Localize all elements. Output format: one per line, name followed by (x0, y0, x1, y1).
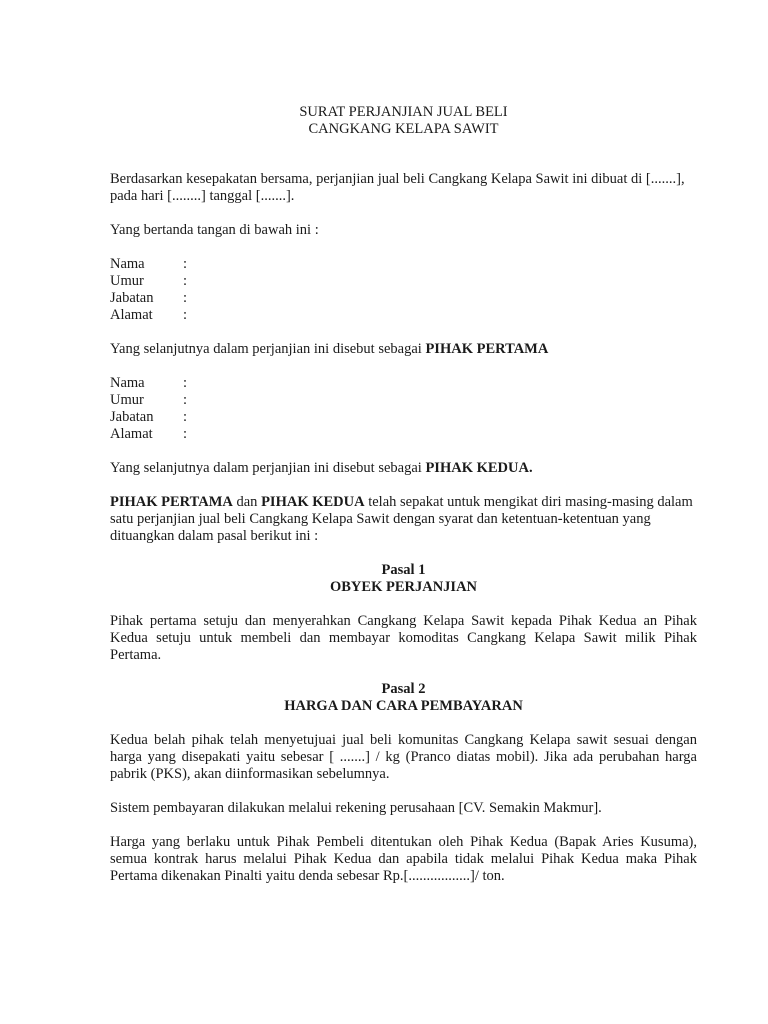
party1-field-name (110, 256, 697, 273)
party2-statement-text: Yang selanjutnya dalam perjanjian ini disebut sebagai (110, 460, 426, 476)
field-label: Nama (110, 256, 145, 272)
party2-field-address (110, 426, 697, 443)
party2-statement (110, 460, 697, 477)
party2-fields (110, 375, 697, 443)
pasal2-number: Pasal 2 (381, 681, 426, 697)
party1-statement-text: Yang selanjutnya dalam perjanjian ini disebut sebagai (110, 341, 426, 357)
field-label: Alamat (110, 307, 153, 323)
pasal2-text-2: Sistem pembayaran dilakukan melalui rekening perusahaan [CV. Semakin Makmur]. (110, 800, 602, 816)
agreement-party2: PIHAK KEDUA (261, 494, 365, 510)
party1-field-position (110, 290, 697, 307)
pasal2-text-3: Harga yang berlaku untuk Pihak Pembeli ditentukan oleh Pihak Kedua (Bapak Aries Kusuma), semua kontrak harus melalui Pihak Kedua dan apabila tidak melalui Pihak Kedua maka Pihak Pertama dikenakan Pinalti yaitu denda sebesar Rp.[.................]/ ton. (110, 834, 697, 884)
field-colon: : (183, 307, 188, 323)
signed-below-text: Yang bertanda tangan di bawah ini : (110, 222, 319, 238)
document-title (110, 104, 697, 138)
pasal1-heading (110, 562, 697, 596)
document-page (110, 104, 697, 902)
field-label: Jabatan (110, 409, 154, 425)
agreement-text: telah sepakat untuk mengikat diri masing-masing dalam satu perjanjian jual beli Cangkang Kelapa Sawit dengan syarat dan ketentuan-ketentuan yang dituangkan dalam pasal berikut ini : (110, 494, 693, 544)
pasal2-text-1: Kedua belah pihak telah menyetujuai jual beli komunitas Cangkang Kelapa sawit sesuai dengan harga yang disepakati yaitu sebesar [ .......] / kg (Pranco diatas mobil). Jika ada perubahan harga pabrik (PKS), akan diinformasikan sebelumnya. (110, 732, 697, 782)
field-colon: : (183, 426, 188, 442)
field-colon: : (183, 273, 188, 289)
field-colon: : (183, 375, 188, 391)
pasal2-heading (110, 681, 697, 715)
party2-field-name (110, 375, 697, 392)
field-colon: : (183, 392, 188, 408)
party1-field-address (110, 307, 697, 324)
agreement-paragraph (110, 494, 697, 545)
party1-field-age (110, 273, 697, 290)
field-label: Alamat (110, 426, 153, 442)
party1-statement (110, 341, 697, 358)
pasal1-number: Pasal 1 (381, 562, 426, 578)
agreement-party1: PIHAK PERTAMA (110, 494, 233, 510)
field-colon: : (183, 409, 188, 425)
pasal2-title: HARGA DAN CARA PEMBAYARAN (284, 698, 523, 714)
field-colon: : (183, 290, 188, 306)
field-label: Umur (110, 392, 144, 408)
field-label: Umur (110, 273, 144, 289)
party1-fields (110, 256, 697, 324)
pasal1-text: Pihak pertama setuju dan menyerahkan Cangkang Kelapa Sawit kepada Pihak Kedua an Pihak Kedua setuju untuk membeli dan membayar komoditas Cangkang Kelapa Sawit milik Pihak Pertama. (110, 613, 697, 663)
pasal1-title: OBYEK PERJANJIAN (329, 579, 478, 595)
party1-designation: PIHAK PERTAMA (425, 341, 549, 357)
party2-field-position (110, 409, 697, 426)
party2-designation: PIHAK KEDUA. (425, 460, 533, 476)
field-colon: : (183, 256, 188, 272)
title-line-1: SURAT PERJANJIAN JUAL BELI (299, 104, 508, 120)
agreement-conjunction: dan (232, 494, 262, 510)
field-label: Nama (110, 375, 145, 391)
title-line-2: CANGKANG KELAPA SAWIT (308, 121, 499, 137)
intro-paragraph: Berdasarkan kesepakatan bersama, perjanjian jual beli Cangkang Kelapa Sawit ini dibuat di [.......], pada hari [........] tanggal [.......]. (110, 171, 685, 204)
field-label: Jabatan (110, 290, 154, 306)
party2-field-age (110, 392, 697, 409)
